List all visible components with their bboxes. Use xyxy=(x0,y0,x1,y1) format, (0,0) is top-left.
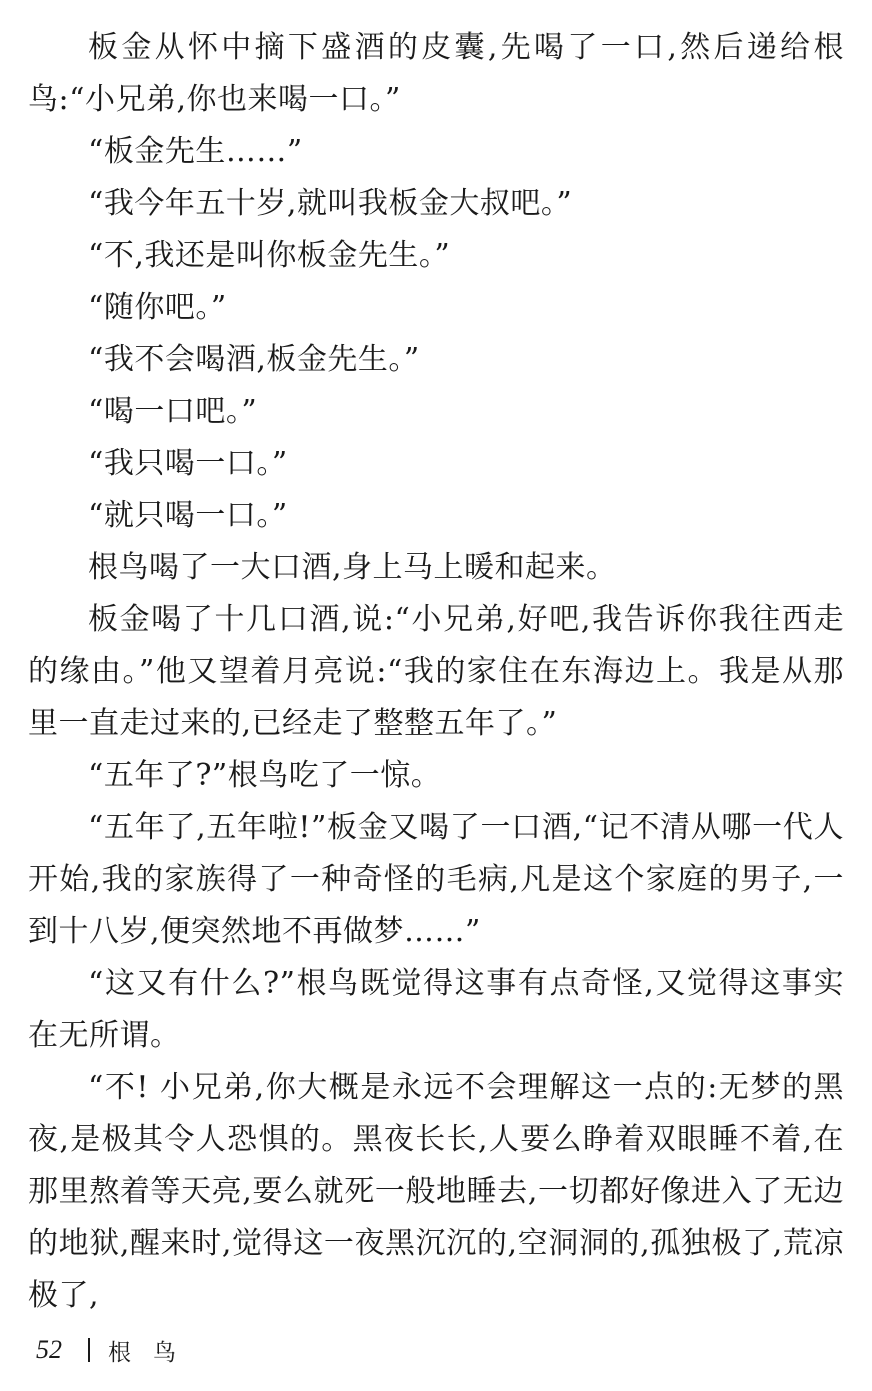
paragraph: “不! 小兄弟,你大概是永远不会理解这一点的:无梦的黑夜,是极其令人恐惧的。黑夜长长,人要么睁着双眼睡不着,在那里熬着等天亮,要么就死一般地睡去,一切都好像进入了无边的地狱,醒来时,觉得这一夜黑沉沉的,空洞洞的,孤独极了,荒凉极了, xyxy=(28,1070,844,1313)
paragraph: “喝一口吧。” xyxy=(88,394,258,429)
paragraph: “五年了,五年啦!”板金又喝了一口酒,“记不清从哪一代人开始,我的家族得了一种奇怪的毛病,凡是这个家庭的男子,一到十八岁,便突然地不再做梦……” xyxy=(28,810,844,949)
paragraph: “随你吧。” xyxy=(88,290,227,325)
paragraph: “就只喝一口。” xyxy=(88,498,288,533)
paragraph: 根鸟喝了一大口酒,身上马上暖和起来。 xyxy=(88,550,617,585)
paragraph: “五年了?”根鸟吃了一惊。 xyxy=(88,758,442,793)
paragraph: “不,我还是叫你板金先生。” xyxy=(88,238,451,273)
paragraph: 板金喝了十几口酒,说:“小兄弟,好吧,我告诉你我往西走的缘由。”他又望着月亮说:“我的家住在东海边上。我是从那里一直走过来的,已经走了整整五年了。” xyxy=(28,602,844,741)
paragraph: “我只喝一口。” xyxy=(88,446,288,481)
paragraph: “这又有什么?”根鸟既觉得这事有点奇怪,又觉得这事实在无所谓。 xyxy=(28,966,844,1053)
paragraph: “我今年五十岁,就叫我板金大叔吧。” xyxy=(88,186,573,221)
body-text xyxy=(28,22,844,1322)
paragraph: “板金先生……” xyxy=(88,134,303,169)
paragraph: “我不会喝酒,板金先生。” xyxy=(88,342,420,377)
paragraph: 板金从怀中摘下盛酒的皮囊,先喝了一口,然后递给根鸟:“小兄弟,你也来喝一口。” xyxy=(28,30,844,117)
page-footer xyxy=(36,1330,198,1370)
page-number: 52 xyxy=(36,1335,62,1364)
running-title: 根鸟 xyxy=(108,1339,198,1366)
footer-divider xyxy=(88,1338,90,1362)
